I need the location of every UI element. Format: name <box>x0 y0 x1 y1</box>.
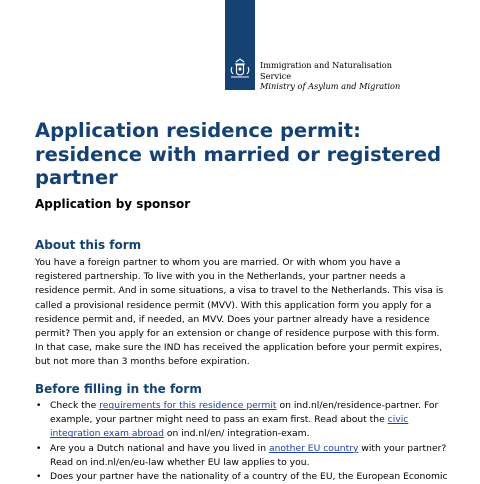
bullet-text: on ind.nl/en/ integration-exam. <box>163 428 310 440</box>
org-line-2: Service <box>260 70 292 81</box>
list-item <box>35 399 450 442</box>
bullet-text: Does your partner have the nationality of a country of the EU, the European Economic <box>50 471 448 483</box>
before-heading: Before filling in the form <box>35 382 202 396</box>
logo-bar <box>225 0 255 90</box>
bullet-text: with your partner? Read on ind.nl/en/eu-law whether EU law applies to you. <box>50 442 447 468</box>
ministry-name: Ministry of Asylum and Migration <box>260 81 401 92</box>
page-subtitle: Application by sponsor <box>35 197 191 211</box>
bullet-text: on ind.nl/en/residence-partner. For example, your partner might need to pass an exam first. Read about the <box>50 400 439 426</box>
eu-country-link[interactable]: another EU country <box>268 442 359 454</box>
about-heading: About this form <box>35 238 142 252</box>
org-line-1: Immigration and Naturalisation <box>260 60 392 70</box>
bullet-text: Are you a Dutch national and have you lived in <box>50 442 269 454</box>
civic-integration-link[interactable]: civic integration exam abroad <box>50 414 409 440</box>
list-item <box>35 442 450 470</box>
about-paragraph: You have a foreign partner to whom you are married. Or with whom you have a registered partnership. To live with you in the Netherlands, your partner needs a residence permit. And in some situations, a visa to travel to the Netherlands. This visa is called a provisional residence permit (MVV). With this application form you apply for a residence permit and, if needed, an MVV. Does your partner already have a residence permit? Then you apply for an extension or change of residence purpose with this form. In that case, make sure the IND has received the application before your permit expires, but not more than 3 months before expiration. <box>35 257 444 368</box>
bullet-text: Check the <box>50 400 100 411</box>
requirements-link[interactable]: requirements for this residence permit <box>99 400 277 411</box>
before-list <box>35 399 450 484</box>
page-title: Application residence permit: residence with married or registered partner <box>35 119 442 189</box>
coat-of-arms-icon <box>227 56 253 82</box>
list-item <box>35 470 450 484</box>
organization-name <box>260 60 400 92</box>
